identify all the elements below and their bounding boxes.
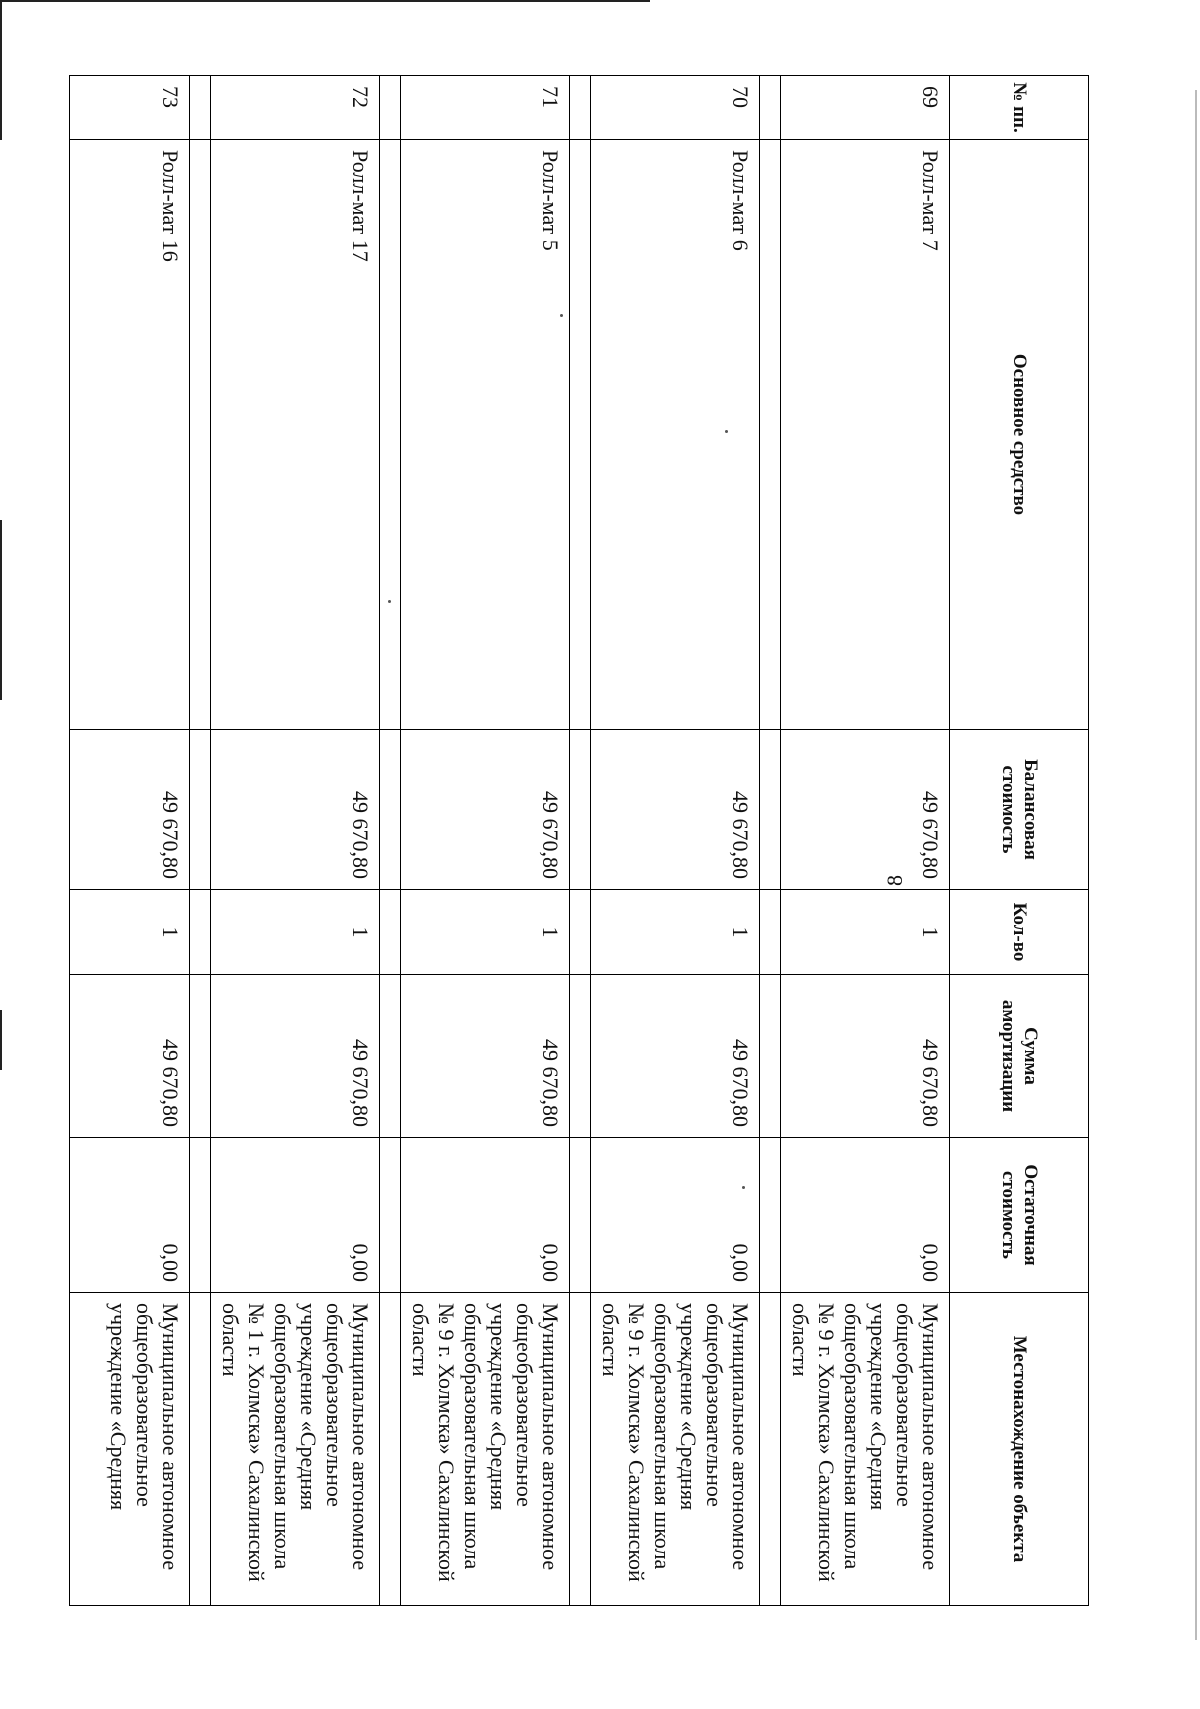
cell-quantity: 1 <box>70 890 190 975</box>
cell-book-value: 49 670,80 <box>211 730 380 890</box>
cell-location: Муниципальное автономное общеобразовательное учреждение «Средняя общеобразовательная школа № 1 г. Холмска» Сахалинской области <box>211 1293 380 1606</box>
rotated-page <box>0 75 1089 1645</box>
cell-location: Муниципальное автономное общеобразовательное учреждение «Средняя общеобразовательная школа № 9 г. Холмска» Сахалинской области <box>401 1293 570 1606</box>
cell-residual-value: 0,00 <box>401 1138 570 1293</box>
cell-asset: Ролл-мат 6 <box>591 140 760 730</box>
cell-book-value: 49 670,80 <box>401 730 570 890</box>
cell-location: Муниципальное автономное общеобразовательное учреждение «Средняя <box>70 1293 190 1606</box>
cell-quantity: 1 <box>211 890 380 975</box>
cell-location: Муниципальное автономное общеобразовательное учреждение «Средняя общеобразовательная школа № 9 г. Холмска» Сахалинской области <box>591 1293 760 1606</box>
cell-quantity: 1 <box>781 890 950 975</box>
header-row-number: № пп. <box>950 76 1089 140</box>
cell-row-number: 70 <box>591 76 760 140</box>
cell-depreciation: 49 670,80 <box>781 975 950 1138</box>
cell-quantity: 1 <box>401 890 570 975</box>
header-residual-value: Остаточная стоимость <box>950 1138 1089 1293</box>
cell-depreciation: 49 670,80 <box>70 975 190 1138</box>
header-book-value: Балансовая стоимость <box>950 730 1089 890</box>
cell-asset: Ролл-мат 17 <box>211 140 380 730</box>
header-location: Местонахождение объекта <box>950 1293 1089 1606</box>
table-row-spacer <box>570 76 591 1606</box>
cell-book-value: 49 670,80 <box>70 730 190 890</box>
table-row <box>401 76 570 1606</box>
cell-residual-value: 0,00 <box>591 1138 760 1293</box>
table-row-spacer <box>760 76 781 1606</box>
cell-depreciation: 49 670,80 <box>211 975 380 1138</box>
table-row <box>591 76 760 1606</box>
scan-top-rule <box>0 0 650 2</box>
table-row-spacer <box>190 76 211 1606</box>
cell-quantity: 1 <box>591 890 760 975</box>
cell-residual-value: 0,00 <box>70 1138 190 1293</box>
table-row-spacer <box>380 76 401 1606</box>
header-quantity: Кол-во <box>950 890 1089 975</box>
cell-asset: Ролл-мат 16 <box>70 140 190 730</box>
cell-residual-value: 0,00 <box>211 1138 380 1293</box>
cell-book-value: 49 670,80 <box>781 730 950 890</box>
cell-book-value: 49 670,80 <box>591 730 760 890</box>
table-row <box>781 76 950 1606</box>
cell-depreciation: 49 670,80 <box>401 975 570 1138</box>
table-row <box>211 76 380 1606</box>
header-asset: Основное средство <box>950 140 1089 730</box>
cell-residual-value: 0,00 <box>781 1138 950 1293</box>
cell-depreciation: 49 670,80 <box>591 975 760 1138</box>
cell-row-number: 73 <box>70 76 190 140</box>
scan-edge-mark <box>1195 90 1197 1640</box>
cell-row-number: 69 <box>781 76 950 140</box>
cell-location: Муниципальное автономное общеобразовательное учреждение «Средняя общеобразовательная школа № 9 г. Холмска» Сахалинской области <box>781 1293 950 1606</box>
page-number: 8 <box>882 875 907 886</box>
table-row <box>70 76 190 1606</box>
cell-asset: Ролл-мат 7 <box>781 140 950 730</box>
cell-asset: Ролл-мат 5 <box>401 140 570 730</box>
assets-table <box>69 75 1089 1606</box>
cell-row-number: 72 <box>211 76 380 140</box>
table-header-row <box>950 76 1089 1606</box>
header-depreciation: Сумма амортизации <box>950 975 1089 1138</box>
cell-row-number: 71 <box>401 76 570 140</box>
